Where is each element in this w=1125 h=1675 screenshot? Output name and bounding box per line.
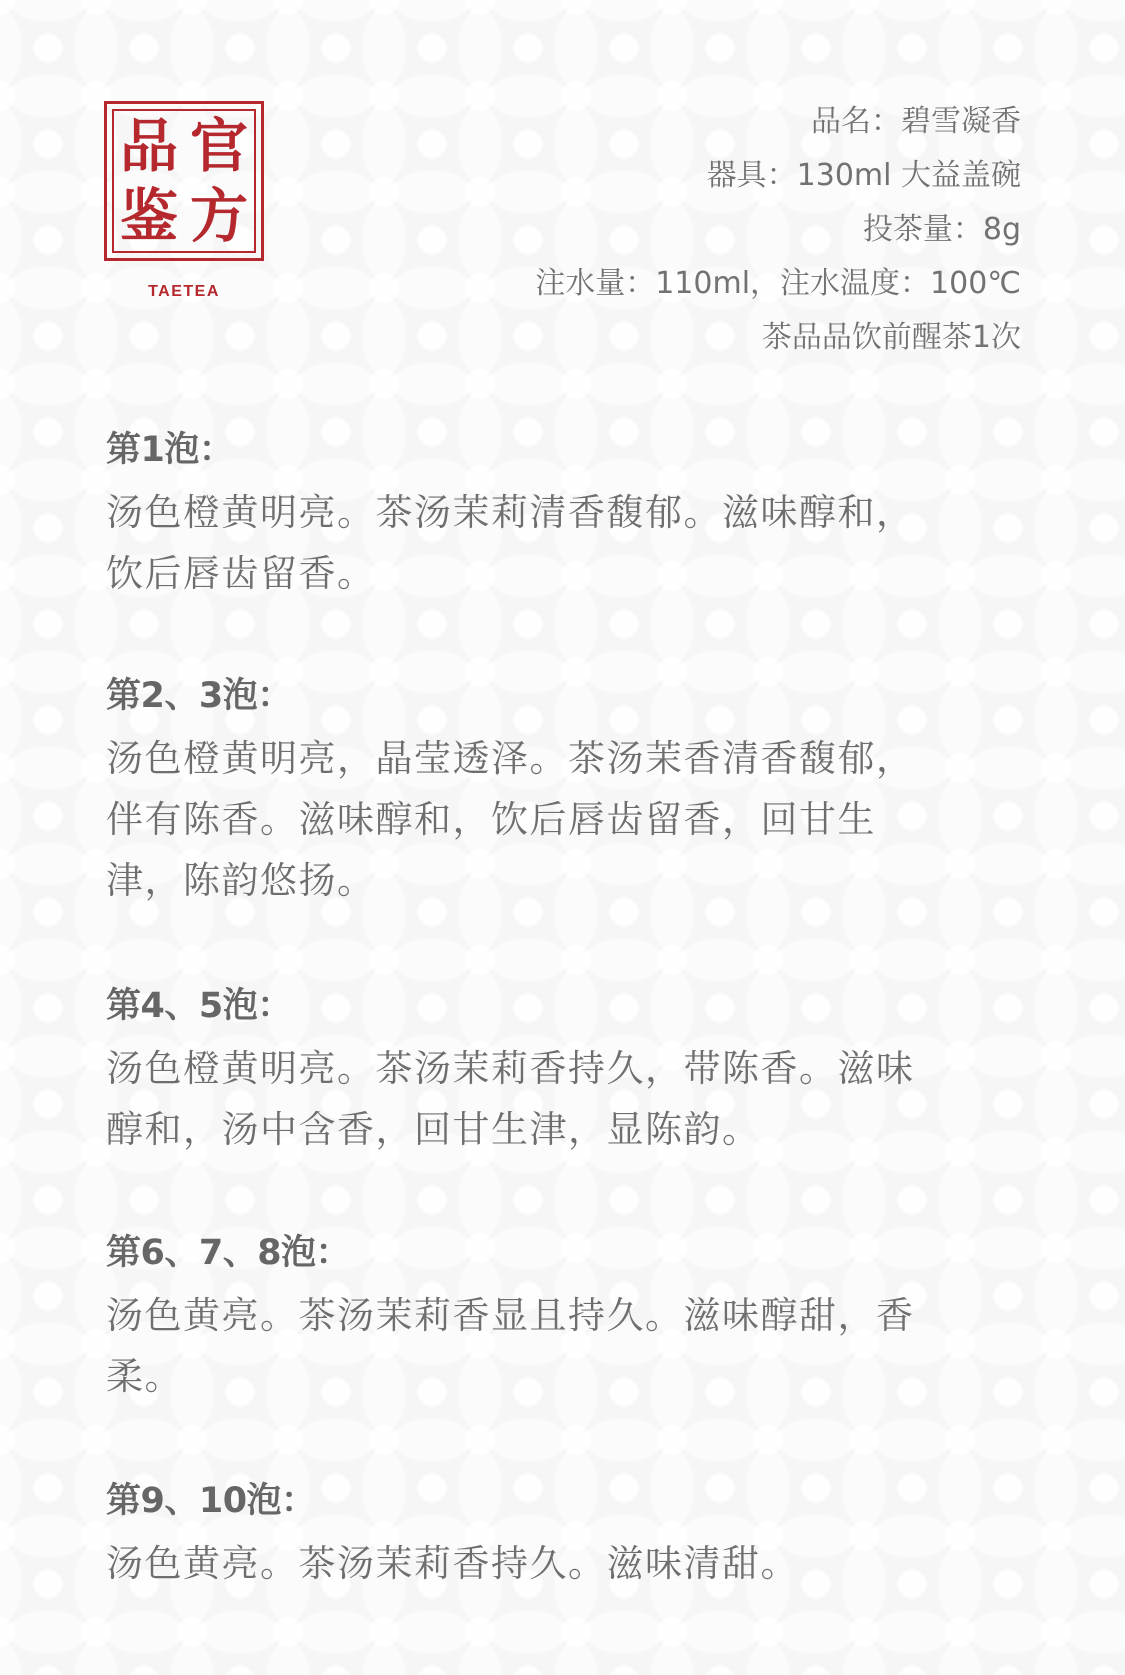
steep-line: 饮后唇齿留香。: [106, 552, 376, 595]
steep-line: 汤色橙黄明亮。茶汤茉莉香持久，带陈香。滋味: [106, 1047, 915, 1090]
steep-title: 第2、3泡：: [106, 676, 292, 716]
steep-line: 汤色橙黄明亮。茶汤茉莉清香馥郁。滋味醇和，: [106, 491, 915, 534]
steep-title: 第4、5泡：: [106, 986, 292, 1026]
steep-title: 第6、7、8泡：: [106, 1233, 351, 1273]
steep-section: [106, 974, 915, 1160]
steep-line: 汤色黄亮。茶汤茉莉香显且持久。滋味醇甜，香: [106, 1294, 915, 1337]
steep-section: [106, 1469, 799, 1594]
steep-description: [106, 1038, 915, 1160]
steep-line: 柔。: [106, 1355, 183, 1398]
logo-char: 品: [119, 112, 178, 180]
tea-info-block: [535, 95, 1021, 365]
steep-line: 汤色黄亮。茶汤茉莉香持久。滋味清甜。: [106, 1542, 799, 1585]
info-product-name: 品名：碧雪凝香: [811, 104, 1021, 139]
steep-description: [106, 728, 915, 911]
steep-section: [106, 418, 915, 604]
steep-section: [106, 664, 915, 911]
steep-title: 第9、10泡：: [106, 1481, 316, 1521]
steep-line: 汤色橙黄明亮，晶莹透泽。茶汤茉香清香馥郁，: [106, 737, 915, 780]
logo-stamp: [104, 101, 264, 261]
steep-section: [106, 1221, 915, 1407]
steep-line: 伴有陈香。滋味醇和，饮后唇齿留香，回甘生: [106, 798, 876, 841]
logo-char: 官: [189, 112, 248, 180]
info-rinse: 茶品品饮前醒茶1次: [761, 320, 1021, 355]
info-water: 注水量：110ml，注水温度：100℃: [535, 266, 1021, 301]
steep-line: 津，陈韵悠扬。: [106, 859, 376, 902]
steep-description: [106, 482, 915, 604]
info-tea-amount: 投茶量：8g: [862, 212, 1021, 247]
logo-subtitle: TAETEA: [148, 283, 220, 300]
logo-char: 方: [189, 182, 248, 250]
steep-description: [106, 1533, 799, 1594]
brand-logo: [104, 101, 264, 301]
steep-line: 醇和，汤中含香，回甘生津，显陈韵。: [106, 1108, 761, 1151]
logo-stamp-inner: [112, 109, 256, 253]
info-vessel: 器具：130ml 大益盖碗: [706, 158, 1021, 193]
logo-char: 鉴: [119, 182, 178, 250]
steep-title: 第1泡：: [106, 430, 234, 470]
steep-description: [106, 1285, 915, 1407]
